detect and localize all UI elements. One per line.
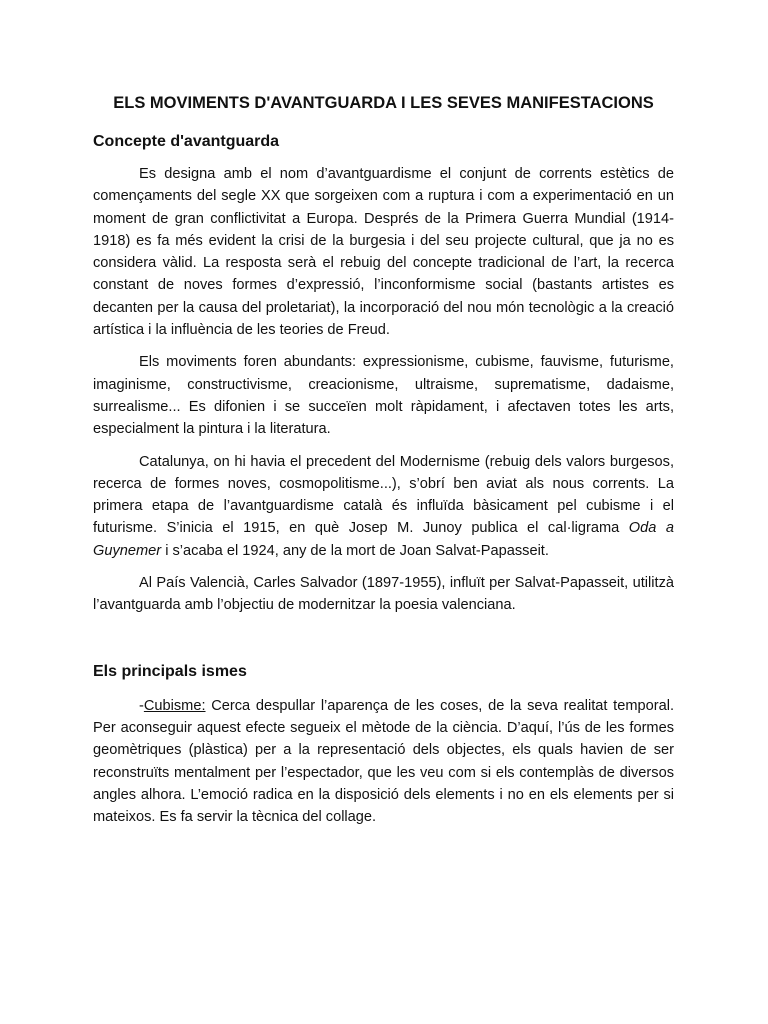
paragraph-cubisme: [93, 695, 674, 829]
document-title: ELS MOVIMENTS D'AVANTGUARDA I LES SEVES MANIFESTACIONS: [113, 94, 654, 112]
paragraph-4: Al País Valencià, Carles Salvador (1897-1955), influït per Salvat-Papasseit, utilitzà l’avantguarda amb l’objectiu de modernitzar la poesia valenciana.: [93, 575, 674, 614]
cubisme-description: Cerca despullar l’aparença de les coses, de la seva realitat temporal. Per aconseguir aquest efecte segueix el mètode de la ciència. D’aquí, l’ús de les formes geomètriques (plàstica) per a la representació dels objectes, els quals havien de ser reconstruïts mentalment per l’espectador, que les veu com si els contemplàs de diversos angles alhora. L’emoció radica en la disposició dels elements i no en els elements per si mateixos. Es fa servir la tècnica del collage.: [93, 697, 674, 826]
paragraph-3-text-b: i s’acaba el 1924, any de la mort de Joan Salvat-Papasseit.: [161, 542, 549, 559]
paragraph-3-text-a: Catalunya, on hi havia el precedent del Modernisme (rebuig dels valors burgesos, recerca de formes noves, cosmopolitisme...), s’obrí ben aviat als nous corrents. La primera etapa de l’avantguardisme català és influïda bàsicament pel cubisme i el futurisme. S’inicia el 1915, en què Josep M. Junoy publica el cal·ligrama: [93, 453, 674, 537]
calligram-title: Oda a Guynemer: [93, 520, 674, 559]
term-cubisme: Cubisme:: [143, 697, 206, 714]
paragraph-1: Es designa amb el nom d’avantguardisme el conjunt de corrents estètics de començaments del segle XX que sorgeixen com a ruptura i com a experimentació en un moment de gran conflictivitat a Europa. Després de la Primera Guerra Mundial (1914-1918) es fa més evident la crisi de la burgesia i del seu projecte cultural, que ja no es considera vàlid. La resposta serà el rebuig del concepte tradicional de l’art, la recerca constant de noves formes d’expressió, l’inconformisme social (bastants artistes es decanten per la causa del proletariat), la incorporació del nou món tecnològic a la creació artística i la influència de les teories de Freud.: [93, 166, 674, 339]
section-heading-ismes: Els principals ismes: [93, 662, 247, 680]
section-heading-concepte: Concepte d'avantguarda: [93, 133, 280, 150]
paragraph-2: Els moviments foren abundants: expressionisme, cubisme, fauvisme, futurisme, imaginisme, constructivisme, creacionisme, ultraisme, suprematisme, dadaisme, surrealisme... Es difonien i se succeïen molt ràpidament, i afectaven totes les arts, especialment la pintura i la literatura.: [93, 354, 674, 438]
list-dash: -: [139, 697, 144, 714]
paragraph-3: [93, 451, 674, 562]
